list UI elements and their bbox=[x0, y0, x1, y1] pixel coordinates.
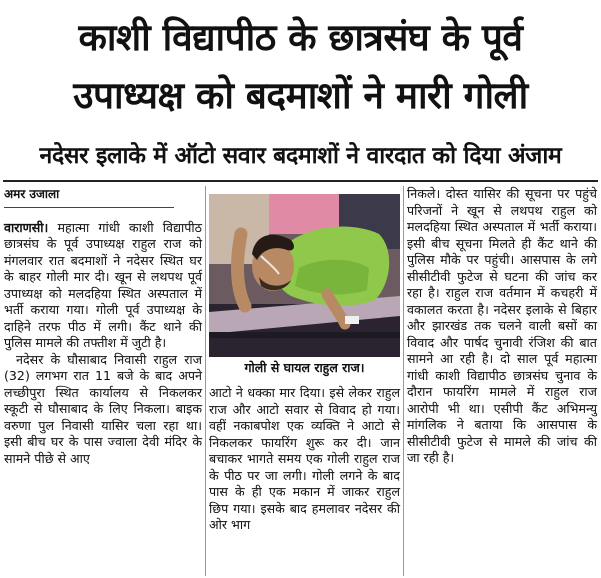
headline-line-2: उपाध्यक्ष को बदमाशों ने मारी गोली bbox=[73, 74, 528, 117]
dateline: वाराणसी। bbox=[4, 219, 49, 235]
article-paragraph: नदेसर के घौसाबाद निवासी राहुल राज (32) लगभग रात 11 बजे के बाद अपने लच्छीपुरा स्थित कार्यालय से निकलकर स्कूटी से घौसाबाद के लिए निकला। बाइक वरुणा पुल निवासी यासिर चला रहा था। इसी बीच घर के पास ज्वाला देवी मंदिर के सामने पीछे से आए bbox=[4, 351, 202, 466]
header-divider bbox=[3, 180, 598, 182]
article-paragraph: आटो ने धक्का मार दिया। इसे लेकर राहुल राज और आटो सवार से विवाद हो गया। वहीं नकाबपोश एक व्यक्ति ने आटो से निकलकर फायरिंग शुरू कर दी। जान बचाकर भागते समय एक गोली राहुल राज के पीठ पर जा लगी। गोली लगने के बाद पास के ही एक मकान में जाकर राहुल छिप गया। इसके बाद हमलावर नदेसर की ओर भाग bbox=[209, 385, 400, 532]
news-photo bbox=[209, 194, 400, 357]
article-column-1 bbox=[4, 186, 202, 467]
article-column-3 bbox=[407, 186, 597, 467]
byline-divider bbox=[4, 207, 174, 208]
injured-man-photo-illustration bbox=[209, 194, 400, 357]
subheadline: नदेसर इलाके में ऑटो सवार बदमाशों ने वारदात को दिया अंजाम bbox=[39, 143, 562, 169]
headline-line-1: काशी विद्यापीठ के छात्रसंघ के पूर्व bbox=[78, 16, 523, 59]
photo-caption: गोली से घायल राहुल राज। bbox=[209, 357, 400, 379]
column-divider bbox=[403, 186, 404, 576]
article-column-2 bbox=[209, 385, 400, 534]
article-paragraph bbox=[4, 220, 202, 352]
article-paragraph: निकले। दोस्त यासिर की सूचना पर पहुंचे परिजनों ने खून से लथपथ राहुल को मलदहिया स्थित अस्पताल में भर्ती कराया। इसी बीच सूचना मिलते ही कैंट थाने की पुलिस मौके पर पहुंची। आसपास के लगे सीसीटीवी फुटेज से घटना की जांच कर रहा है। राहुल राज वर्तमान में कचहरी में वकालत करता है। नदेसर इलाके से बिहार और झारखंड तक चलने वाली बसों का विवाद और पार्षद चुनावी रंजिश की बात सामने आ रही है। दो साल पूर्व महात्मा गांधी काशी विद्यापीठ छात्रसंघ चुनाव के दौरान फायरिंग मामले में राहुल राज आरोपी भी था। एसीपी कैंट अभिमन्यु मांगलिक ने बताया कि आसपास के सीसीटीवी फुटेज से मामले की जांच की जा रही है। bbox=[407, 186, 597, 465]
column-divider bbox=[205, 186, 206, 576]
byline: अमर उजाला bbox=[4, 187, 60, 201]
paragraph-text: महात्मा गांधी काशी विद्यापीठ छात्रसंघ के पूर्व उपाध्यक्ष राहुल राज को मंगलवार रात बदमाशों ने नदेसर स्थित घर के बाहर गोली मार दी। खून से लथपथ पूर्व उपाध्यक्ष को मलदहिया स्थित अस्पताल में भर्ती कराया गया। गोली पूर्व उपाध्यक्ष के दाहिने तरफ पीठ में लगी। कैंट थाने की पुलिस मामले की तफ्तीश में जुटी है। bbox=[4, 219, 202, 350]
